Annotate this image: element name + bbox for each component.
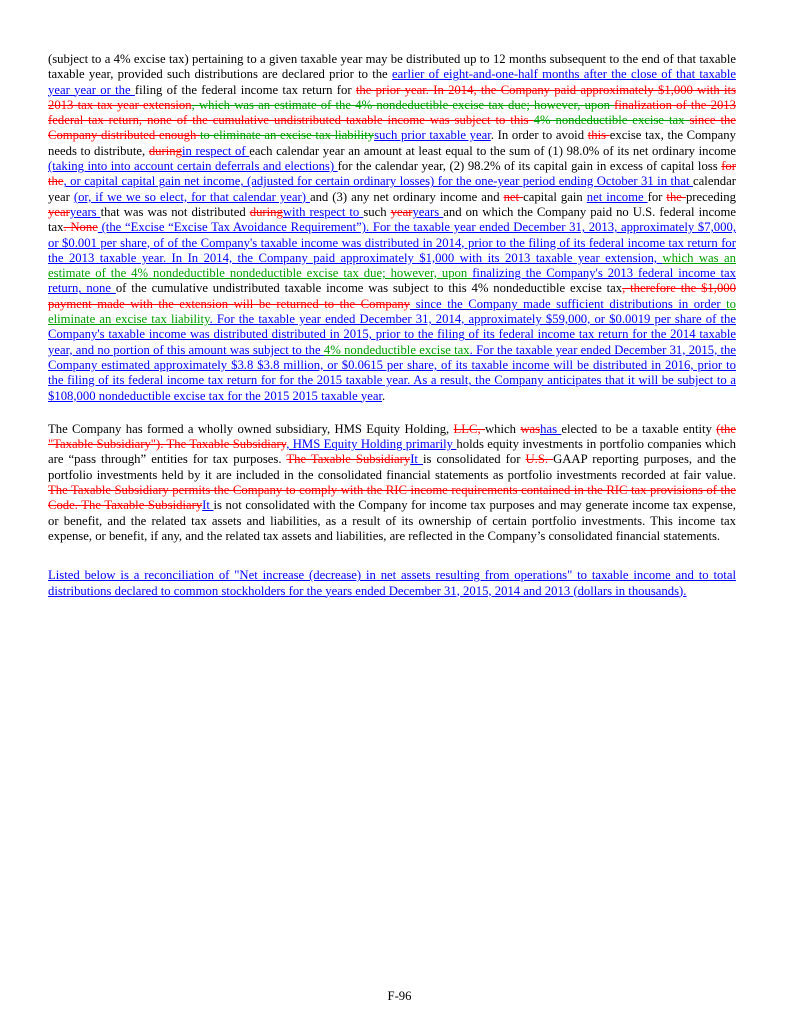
text-run: capital gain (523, 189, 587, 204)
text-run: (subject to a 4% excise tax) pertaining to a given taxable year may be distributed up to 12 months subsequent to the end of that taxable taxable year, provided such distributions are declared prior to the (48, 52, 736, 82)
moved-text: which was an estimate of the 4% nondeductible nondeductible excise tax due; however, upon (48, 250, 736, 281)
deleted-text: The Taxable Subsidiary permits the Company to comply with the RIC income requirements contained in the RIC tax provisions of the Code. The Taxable Subsidiary (48, 483, 736, 513)
page-number: F-96 (387, 989, 412, 1003)
deleted-text: LLC, (453, 421, 486, 436)
text-run: The Company has formed a wholly owned subsidiary, HMS Equity Holding, (48, 421, 454, 436)
deleted-text: U.S. (525, 452, 554, 467)
deleted-text: year (48, 204, 70, 219)
text-run: each calendar year an amount at least equal to the sum of (1) 98.0% of its net ordinary income (249, 143, 736, 158)
inserted-text: with respect to (282, 204, 364, 219)
text-run: and (3) any net ordinary income and (309, 189, 504, 204)
inserted-text: finalizing the Company's 2013 federal income tax return, none (48, 266, 736, 296)
inserted-text: , or capital capital gain net income, (adjusted for certain ordinary losses) for the one-year period ending October 31 in that (63, 174, 694, 189)
inserted-text: (taking into into account certain deferrals and elections) (48, 159, 338, 174)
deleted-text: net (503, 189, 524, 204)
moved-text: to eliminate an excise tax liability (48, 296, 736, 327)
inserted-text: years (69, 204, 101, 219)
inserted-text: since the Company made sufficient distributions in order (410, 296, 727, 311)
inserted-text: . For the taxable year ended December 31, 2015, the Company estimated approximately $3.8 $3.8 million, or $0.0615 per share, of its taxable income will be distributed in 2016, prior to the filing of its federal income tax return for for the 2015 taxable year. As a result, the Company anticipates that it will be subject to a $108,000 nondeductible excise tax for the 2015 2015 taxable year (48, 342, 736, 403)
text-run: . (382, 388, 386, 403)
deleted-text: , therefore the $1,000 payment made with the extension will be returned to the Company (48, 281, 736, 311)
text-run: calendar year (48, 174, 736, 204)
inserted-text: has (540, 421, 562, 436)
inserted-text: (the “Excise “Excise Tax Avoidance Requirement”). For the taxable year ended December 31, 2013, approximately $7,000, or $0.001 per share, of of the Company's taxable income was distributed in 2014, prior to the filing of its federal income tax return for the 2013 taxable year. In In 2014, the Company paid approximately $1,000 with its 2013 taxable year extension, (48, 220, 736, 265)
text-run: which (485, 421, 521, 436)
inserted-text: Listed below is a reconciliation of "Net increase (decrease) in net assets resulting from operations" to taxable income and to total distributions declared to common stockholders for the years ended December 31, 2015, 2014 and 2013 (dollars in thousands). (48, 568, 736, 598)
text-run: filing of the federal income tax return for (134, 82, 356, 97)
text-run: GAAP reporting purposes, and the portfolio investments held by it are included in the consolidated financial statements as portfolio investments recorded at fair value. (48, 452, 736, 482)
deleted-text: The Taxable Subsidiary (286, 452, 411, 467)
inserted-text: earlier of eight-and-one-half months after the close of that taxable year year or the (48, 67, 736, 97)
inserted-text: net income (586, 189, 648, 204)
deleted-text: the (666, 189, 686, 204)
subsidiary-paragraph (48, 422, 736, 544)
inserted-text: It (202, 498, 214, 513)
inserted-text: in respect of (181, 143, 250, 158)
deleted-text: during (249, 204, 283, 219)
document-body (48, 52, 736, 617)
inserted-text: such prior taxable year (374, 128, 491, 143)
deleted-text: for the (48, 159, 736, 189)
text-run: holds equity investments in portfolio companies which are “pass through” entities for tax purposes. (48, 437, 736, 467)
excise-tax-paragraph (48, 52, 736, 404)
text-run: of the cumulative undistributed taxable income was subject to this 4% nondeductible excise tax (115, 281, 623, 296)
deleted-text: during (148, 143, 182, 158)
inserted-text: (or, if we we so elect, for that calendar year) (73, 189, 310, 204)
text-run: such (363, 204, 391, 219)
inserted-text: It (410, 452, 423, 467)
text-run: preceding (685, 189, 736, 204)
deleted-text: was (520, 421, 541, 436)
text-run: is not consolidated with the Company for income tax purposes and may generate income tax expense, or benefit, and the related tax assets and liabilities, as a result of its ownership of certain portfolio investments. This income tax expense, or benefit, if any, and the related tax assets and liabilities, are reflected in the Company’s consolidated financial statements. (48, 498, 736, 543)
deleted-text: the prior year. In 2014, the Company paid approximately $1,000 with its 2013 tax tax year extension (48, 82, 737, 112)
deleted-text: finalization of the 2013 federal tax return, none of the cumulative undistributed taxable income was subject to this (48, 97, 736, 128)
text-run: that was was not distributed (100, 204, 250, 219)
text-run: excise tax, the Company needs to distribute, (48, 128, 736, 158)
text-run: for (647, 189, 667, 204)
text-run: is consolidated for (422, 452, 526, 467)
reconciliation-intro-paragraph (48, 568, 736, 599)
moved-deleted-text: to eliminate an excise tax liability (199, 128, 375, 143)
deleted-text: year (390, 204, 413, 219)
moved-text: 4% nondeductible excise tax (323, 342, 470, 357)
deleted-text: . None (63, 220, 98, 235)
inserted-text: , HMS Equity Holding primarily (286, 437, 457, 452)
moved-deleted-text: , which was an estimate of the 4% nondeductible excise tax due; however, upon (191, 97, 615, 112)
text-run: and on which the Company paid no U.S. federal income tax (48, 204, 736, 235)
deleted-text: (the "Taxable Subsidiary"). The Taxable Subsidiary (48, 421, 736, 452)
moved-deleted-text: 4% nondeductible excise tax (533, 113, 690, 128)
text-run: . In order to avoid (490, 128, 588, 143)
text-run: for the calendar year, (2) 98.2% of its capital gain in excess of capital loss (337, 159, 722, 174)
inserted-text: . For the taxable year ended December 31, 2014, approximately $59,000, or $0.0019 per share of the Company's taxable income was distributed distributed in 2015, prior to the filing of its federal income tax return for the 2014 taxable year, and no portion of this amount was subject to the (48, 312, 736, 357)
text-run: elected to be a taxable entity (561, 421, 717, 436)
deleted-text: this (587, 128, 610, 143)
inserted-text: years (412, 204, 444, 219)
deleted-text: since the Company distributed enough (48, 113, 736, 143)
